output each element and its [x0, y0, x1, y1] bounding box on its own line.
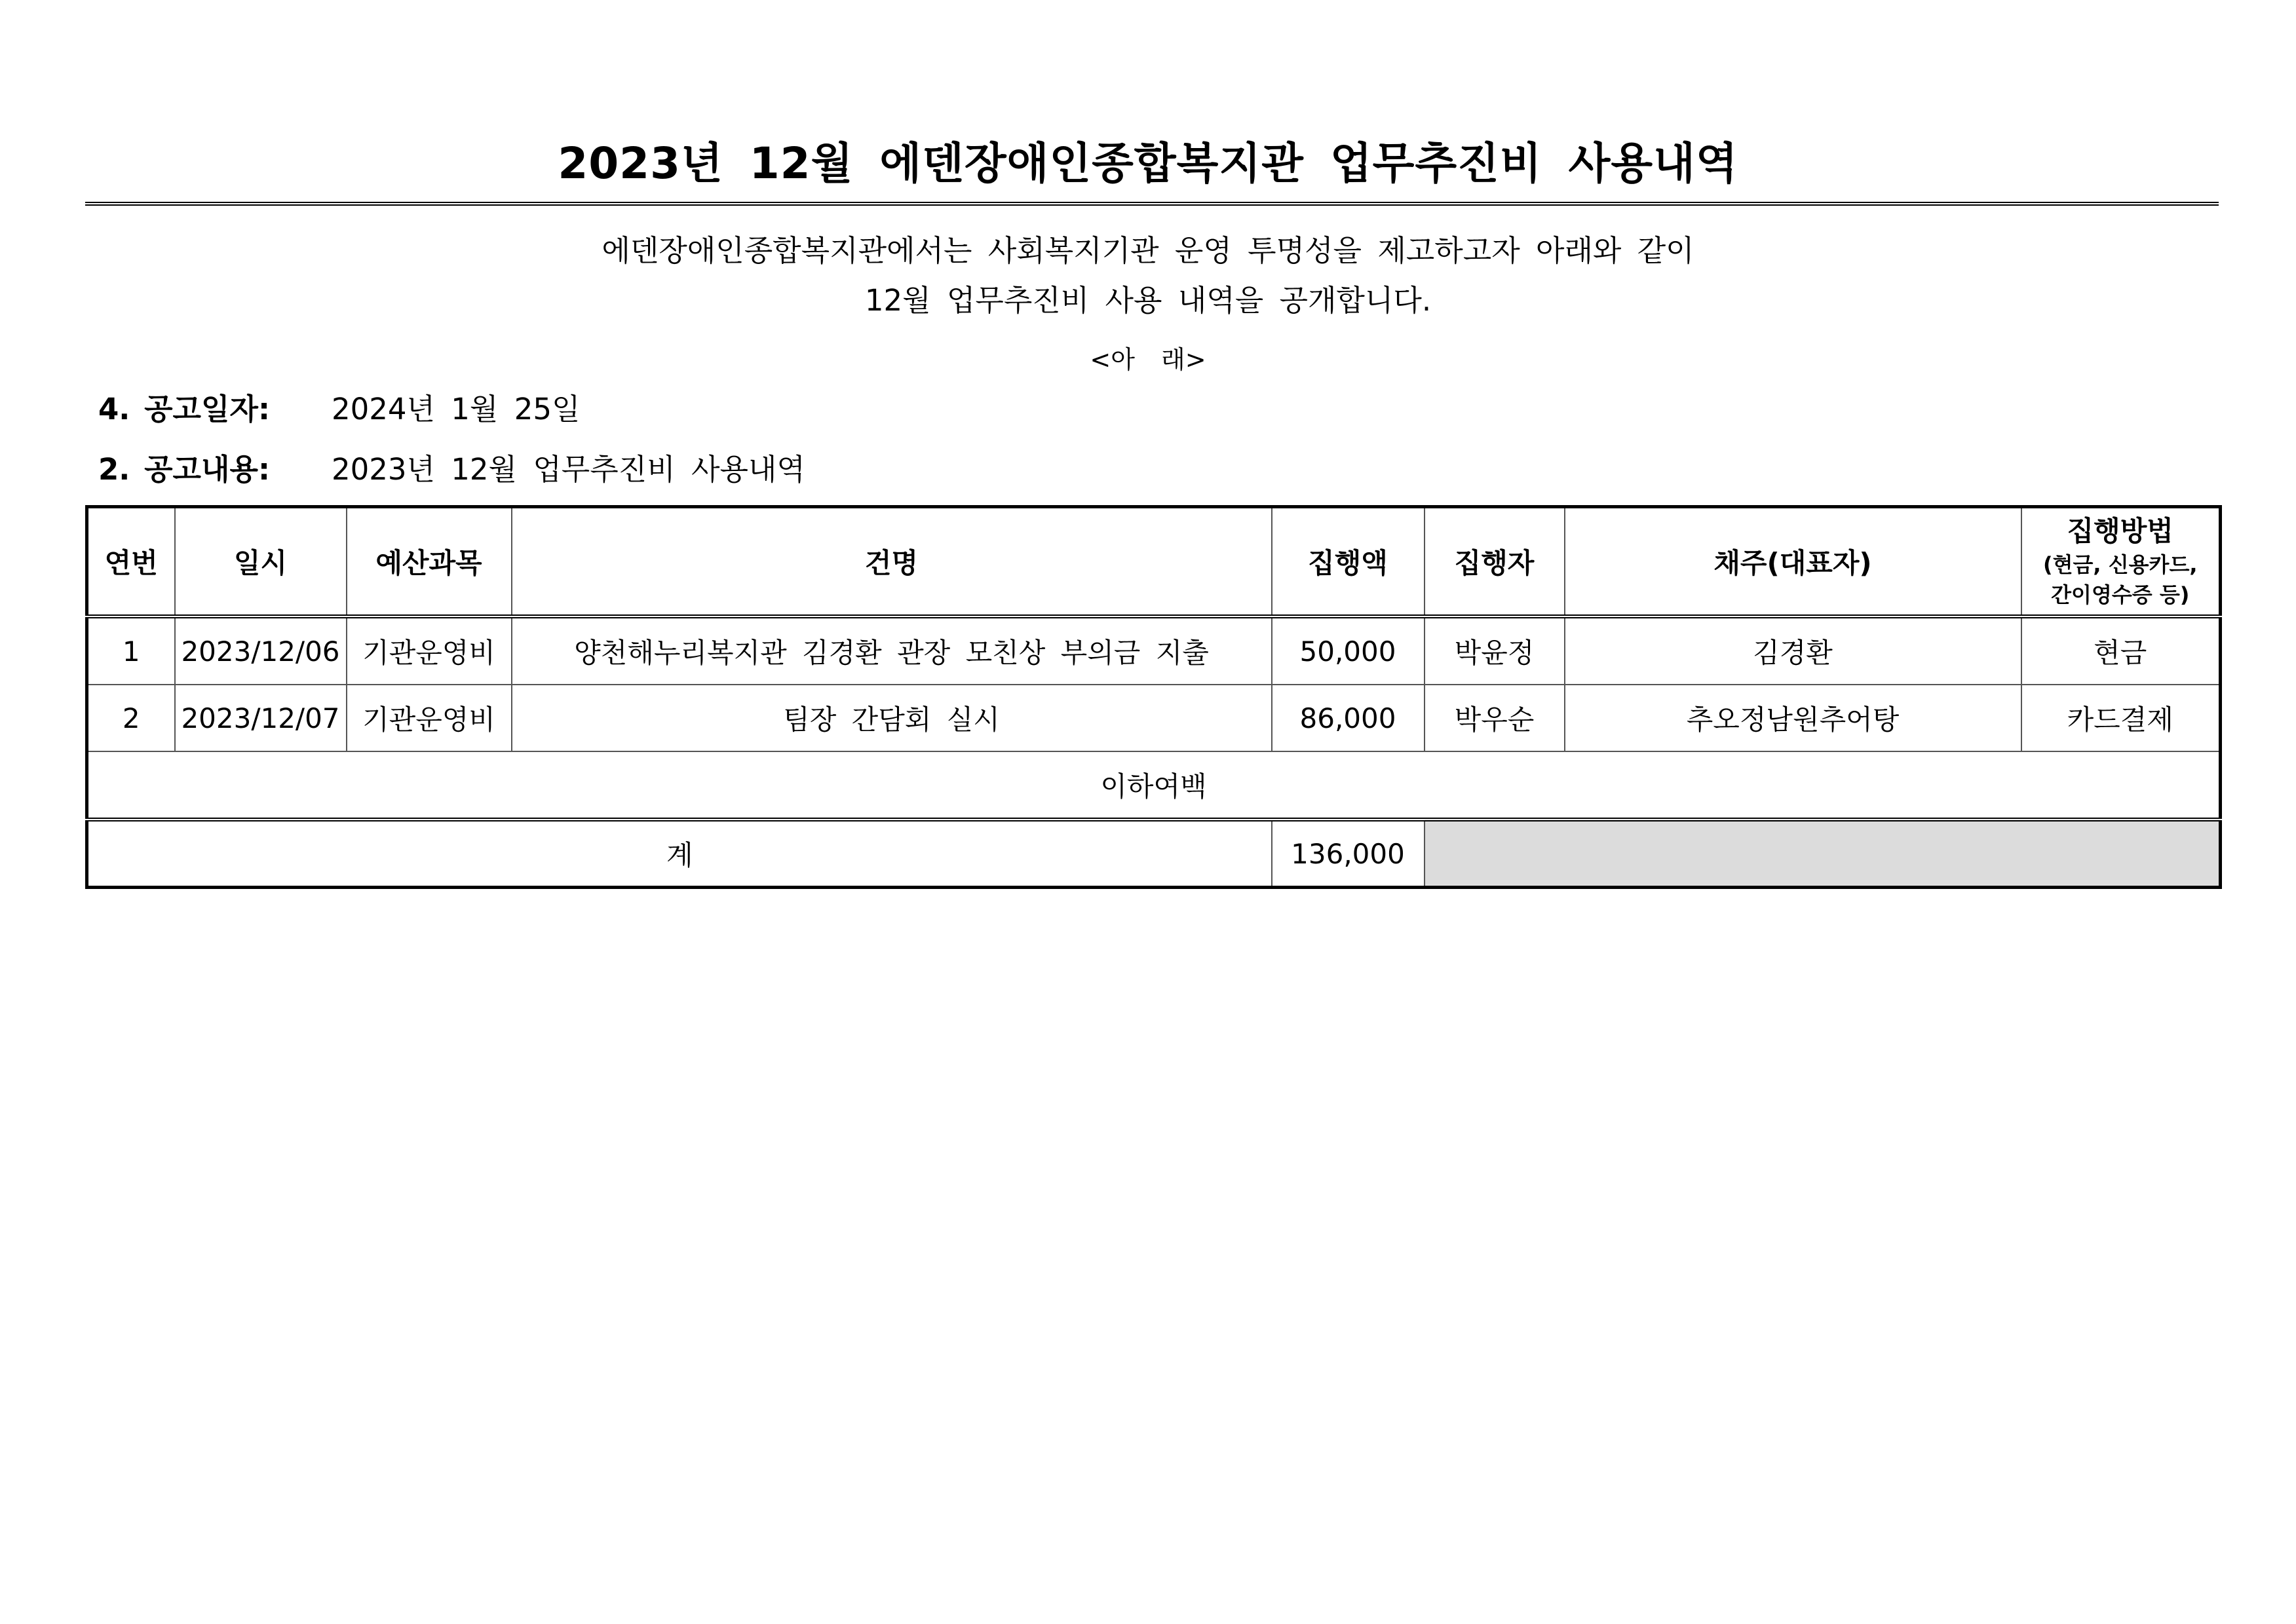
cell-date: 2023/12/06 — [175, 616, 347, 685]
blank-note-row — [87, 751, 2221, 820]
notice-heading: <아 래> — [1090, 345, 1206, 374]
cell-item: 양천해누리복지관 김경환 관장 모친상 부의금 지출 — [512, 616, 1272, 685]
cell-item: 팀장 간담회 실시 — [512, 685, 1272, 751]
cell-no: 2 — [87, 685, 175, 751]
total-label: 계 — [87, 820, 1272, 888]
header-method-sub1: (현금, 신용카드, — [2042, 552, 2198, 577]
header-payee: 채주(대표자) — [1565, 507, 2021, 617]
info-date-value: 2024년 1월 25일 — [332, 392, 581, 426]
header-amount: 집행액 — [1272, 507, 1425, 617]
expense-table — [85, 505, 2222, 889]
header-date: 일시 — [175, 507, 347, 617]
header-method-label: 집행방법 — [2067, 515, 2173, 547]
blank-note: 이하여백 — [87, 751, 2221, 820]
header-method-sub2: 간이영수증 등) — [2051, 582, 2190, 607]
cell-amount: 50,000 — [1272, 616, 1425, 685]
info-row-content — [98, 445, 805, 488]
header-item: 건명 — [512, 507, 1272, 617]
cell-method: 현금 — [2021, 616, 2221, 685]
cell-executor: 박윤정 — [1425, 616, 1565, 685]
total-shaded-cell — [1425, 820, 2221, 888]
cell-budget: 기관운영비 — [347, 616, 512, 685]
total-amount: 136,000 — [1272, 820, 1425, 888]
info-content-label: 2. 공고내용: — [98, 452, 270, 487]
cell-payee: 추오정남원추어탕 — [1565, 685, 2021, 751]
cell-executor: 박우순 — [1425, 685, 1565, 751]
total-row — [87, 820, 2221, 888]
table-header-row — [87, 507, 2221, 617]
cell-payee: 김경환 — [1565, 616, 2021, 685]
intro-line-2: 12월 업무추진비 사용 내역을 공개합니다. — [864, 283, 1432, 318]
header-executor: 집행자 — [1425, 507, 1565, 617]
table-row — [87, 685, 2221, 751]
header-method — [2021, 507, 2221, 617]
header-budget: 예산과목 — [347, 507, 512, 617]
cell-amount: 86,000 — [1272, 685, 1425, 751]
header-no: 연번 — [87, 507, 175, 617]
intro-line-1: 에덴장애인종합복지관에서는 사회복지기관 운영 투명성을 제고하고자 아래와 같이 — [602, 233, 1694, 268]
page-title: 2023년 12월 에덴장애인종합복지관 업무추진비 사용내역 — [558, 138, 1738, 189]
info-content-value: 2023년 12월 업무추진비 사용내역 — [332, 452, 805, 487]
cell-no: 1 — [87, 616, 175, 685]
cell-date: 2023/12/07 — [175, 685, 347, 751]
cell-method: 카드결제 — [2021, 685, 2221, 751]
info-row-date — [98, 385, 580, 428]
table-row — [87, 616, 2221, 685]
title-divider — [85, 202, 2219, 206]
cell-budget: 기관운영비 — [347, 685, 512, 751]
info-date-label: 4. 공고일자: — [98, 392, 270, 426]
